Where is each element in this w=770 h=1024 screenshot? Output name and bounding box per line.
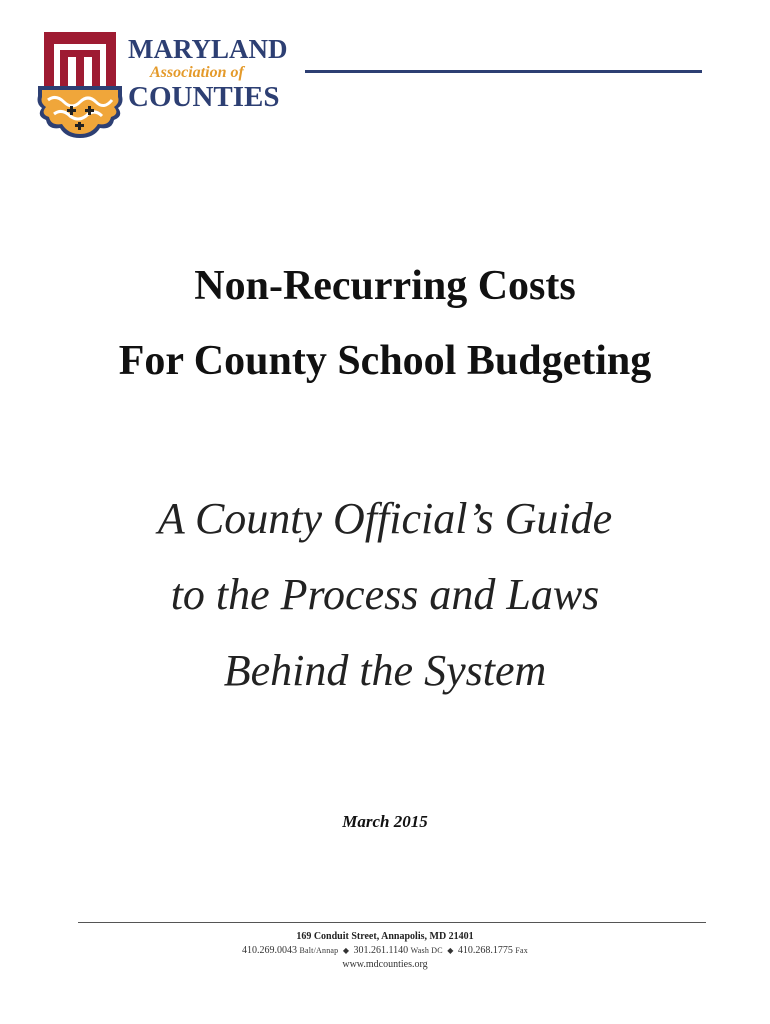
phone-wash-label: Wash DC [410,946,443,955]
logo-line-counties: COUNTIES [128,81,280,113]
separator-diamond-icon: ◆ [447,946,454,955]
logo-line-maryland: MARYLAND [128,34,288,64]
maco-logo-emblem [34,30,126,142]
phone-fax-label: Fax [515,946,529,955]
document-subtitle-line-2: to the Process and Laws [170,570,600,619]
footer-phone-line [0,944,770,958]
phone-balt-label: Balt/Annap [299,946,339,955]
footer-website-link[interactable]: www.mdcounties.org [342,959,428,970]
document-title-line-2: For County School Budgeting [118,338,652,384]
footer-address: 169 Conduit Street, Annapolis, MD 21401 [296,931,474,942]
document-subtitle-line-1: A County Official’s Guide [157,494,613,543]
phone-fax: 410.268.1775 [457,945,513,956]
publication-date: March 2015 [342,812,428,831]
document-title-line-1: Non-Recurring Costs [194,263,576,309]
separator-diamond-icon: ◆ [342,946,350,955]
phone-wash: 301.261.1140 [353,945,409,956]
document-subtitle-line-3: Behind the System [223,646,547,695]
header-divider [305,70,702,73]
logo-line-association: Association of [150,64,244,81]
shield-icon [34,30,126,142]
footer-divider [78,922,706,923]
maco-logo-wordmark [128,34,318,114]
phone-balt: 410.269.0043 [241,945,297,956]
